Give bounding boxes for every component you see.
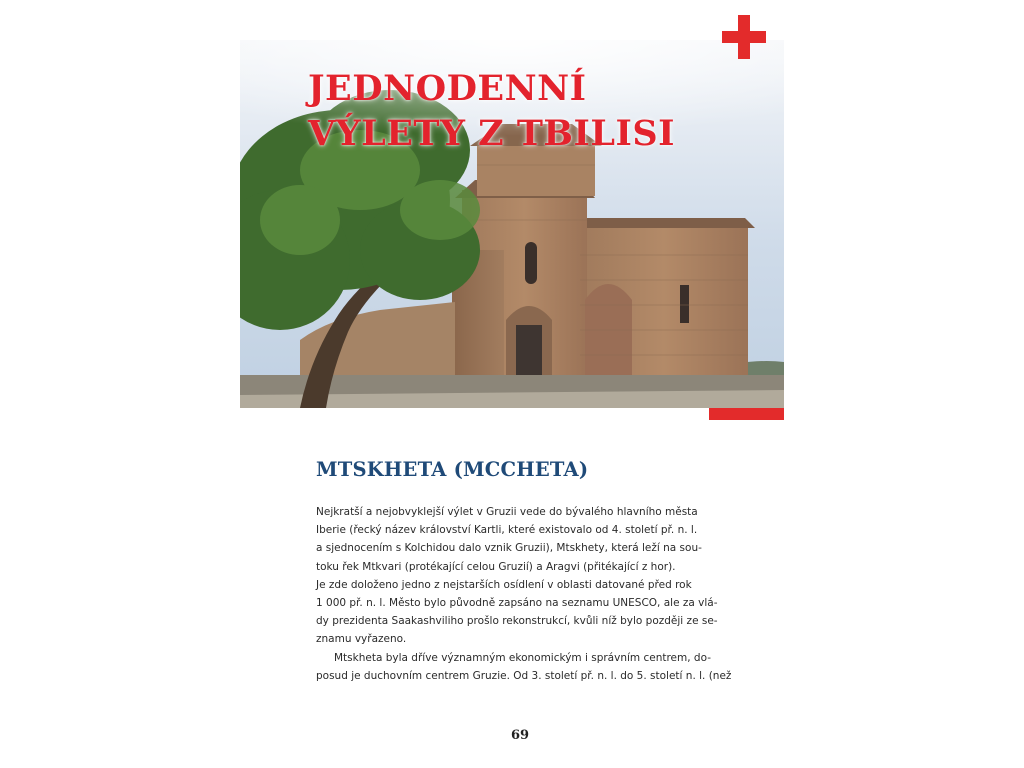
body-line: 1 000 př. n. l. Město bylo původně zapsáno na seznamu UNESCO, ale za vlá- [316, 597, 718, 610]
body-line: znamu vyřazeno. [316, 633, 407, 646]
accent-bar [709, 408, 784, 420]
body-line: a sjednocením s Kolchidou dalo vznik Gruzii), Mtskhety, která leží na sou- [316, 542, 702, 555]
body-line: posud je duchovním centrem Gruzie. Od 3. století př. n. l. do 5. století n. l. (než [316, 669, 732, 682]
article-body [316, 503, 732, 685]
body-line: Mtskheta byla dříve významným ekonomickým i správním centrem, do- [334, 651, 711, 664]
body-line: toku řek Mtkvari (protékající celou Gruzií) a Aragvi (přitékající z hor). [316, 560, 676, 573]
body-line: Je zde doloženo jedno z nejstarších osídlení v oblasti datované před rok [316, 578, 692, 591]
chapter-title-line-2: VÝLETY Z TBILISI [308, 113, 676, 154]
body-line: dy prezidenta Saakashviliho prošlo rekonstrukcí, kvůli níž bylo později ze se- [316, 615, 718, 628]
page-number: 69 [510, 728, 530, 743]
section-heading: MTSKHETA (MCCHETA) [316, 458, 589, 481]
georgian-cross-icon [722, 15, 766, 59]
body-line: Nejkratší a nejobvyklejší výlet v Gruzii vede do bývalého hlavního města [316, 506, 698, 518]
chapter-title [308, 66, 675, 156]
body-line: Iberie (řecký název království Kartli, které existovalo od 4. století př. n. l. [316, 524, 698, 537]
chapter-title-line-1: JEDNODENNÍ [308, 68, 587, 109]
